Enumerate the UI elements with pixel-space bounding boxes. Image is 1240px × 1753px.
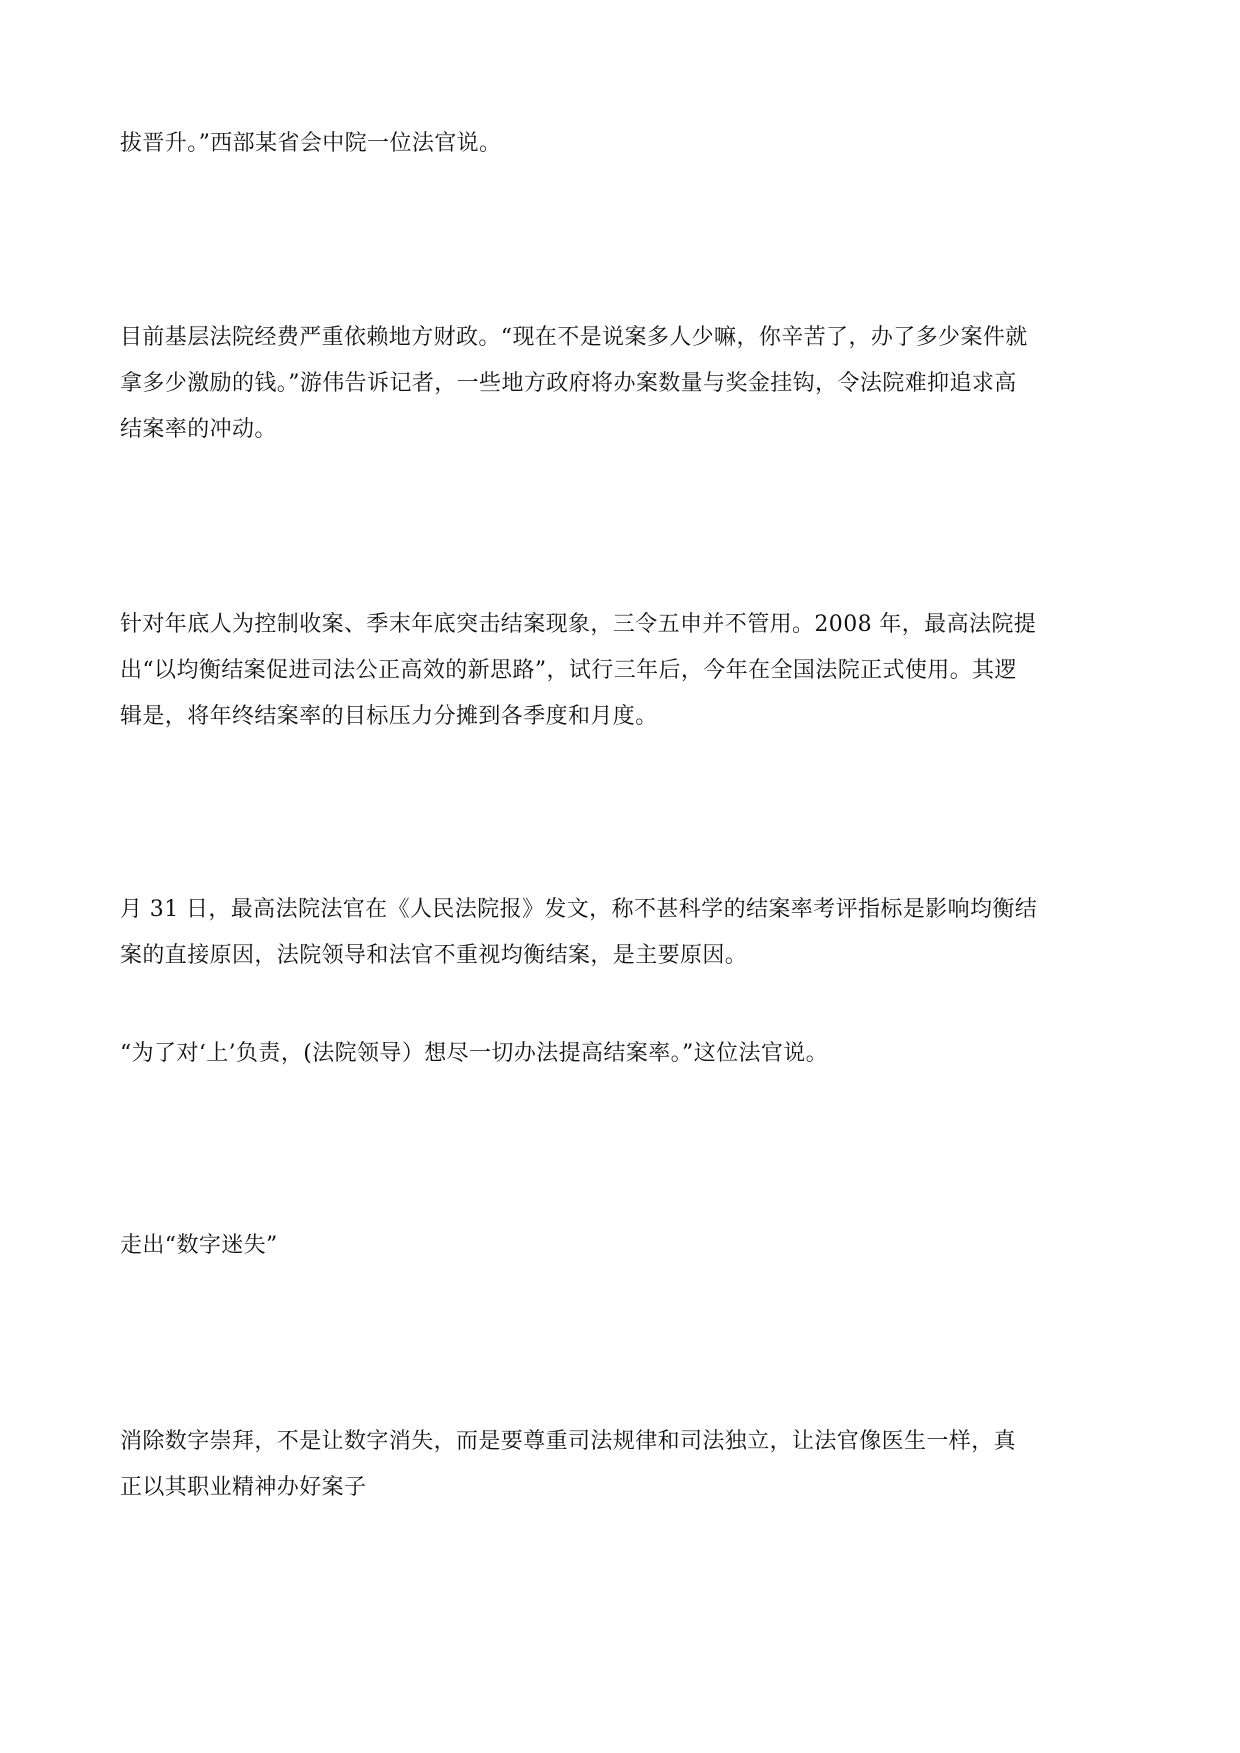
text-line: 目前基层法院经费严重依赖地方财政。“现在不是说案多人少嘛，你辛苦了，办了多少案件就 — [120, 325, 1028, 350]
paragraph-conclusion — [120, 1419, 1130, 1511]
paragraph-court-newspaper — [120, 887, 1130, 979]
section-heading — [120, 1223, 1130, 1269]
text-line: 案的直接原因，法院领导和法官不重视均衡结案，是主要原因。 — [120, 943, 748, 968]
text-line: 拔晋升。”西部某省会中院一位法官说。 — [120, 131, 502, 156]
text-line: 月 31 日，最高法院法官在《人民法院报》发文，称不甚科学的结案率考评指标是影响均衡结 — [120, 897, 1038, 922]
paragraph-court-funding — [120, 315, 1130, 453]
text-line: 拿多少激励的钱。”游伟告诉记者，一些地方政府将办案数量与奖金挂钩，令法院难抑追求高 — [120, 371, 1017, 396]
paragraph-promotion-quote — [120, 121, 1130, 167]
text-line: “为了对‘上’负责，(法院领导）想尽一切办法提高结案率。”这位法官说。 — [120, 1041, 829, 1066]
paragraph-judge-quote — [120, 1031, 1130, 1077]
text-line: 消除数字崇拜，不是让数字消失，而是要尊重司法规律和司法独立，让法官像医生一样，真 — [120, 1429, 1017, 1454]
text-line: 走出“数字迷失” — [120, 1233, 278, 1258]
text-line: 正以其职业精神办好案子 — [120, 1475, 367, 1500]
text-line: 针对年底人为控制收案、季末年底突击结案现象，三令五申并不管用。2008 年，最高法院提 — [120, 612, 1037, 637]
paragraph-balanced-closure — [120, 602, 1130, 740]
text-line: 出“以均衡结案促进司法公正高效的新思路”，试行三年后，今年在全国法院正式使用。其逻 — [120, 658, 1017, 683]
text-line: 结案率的冲动。 — [120, 417, 277, 442]
text-line: 辑是，将年终结案率的目标压力分摊到各季度和月度。 — [120, 704, 658, 729]
